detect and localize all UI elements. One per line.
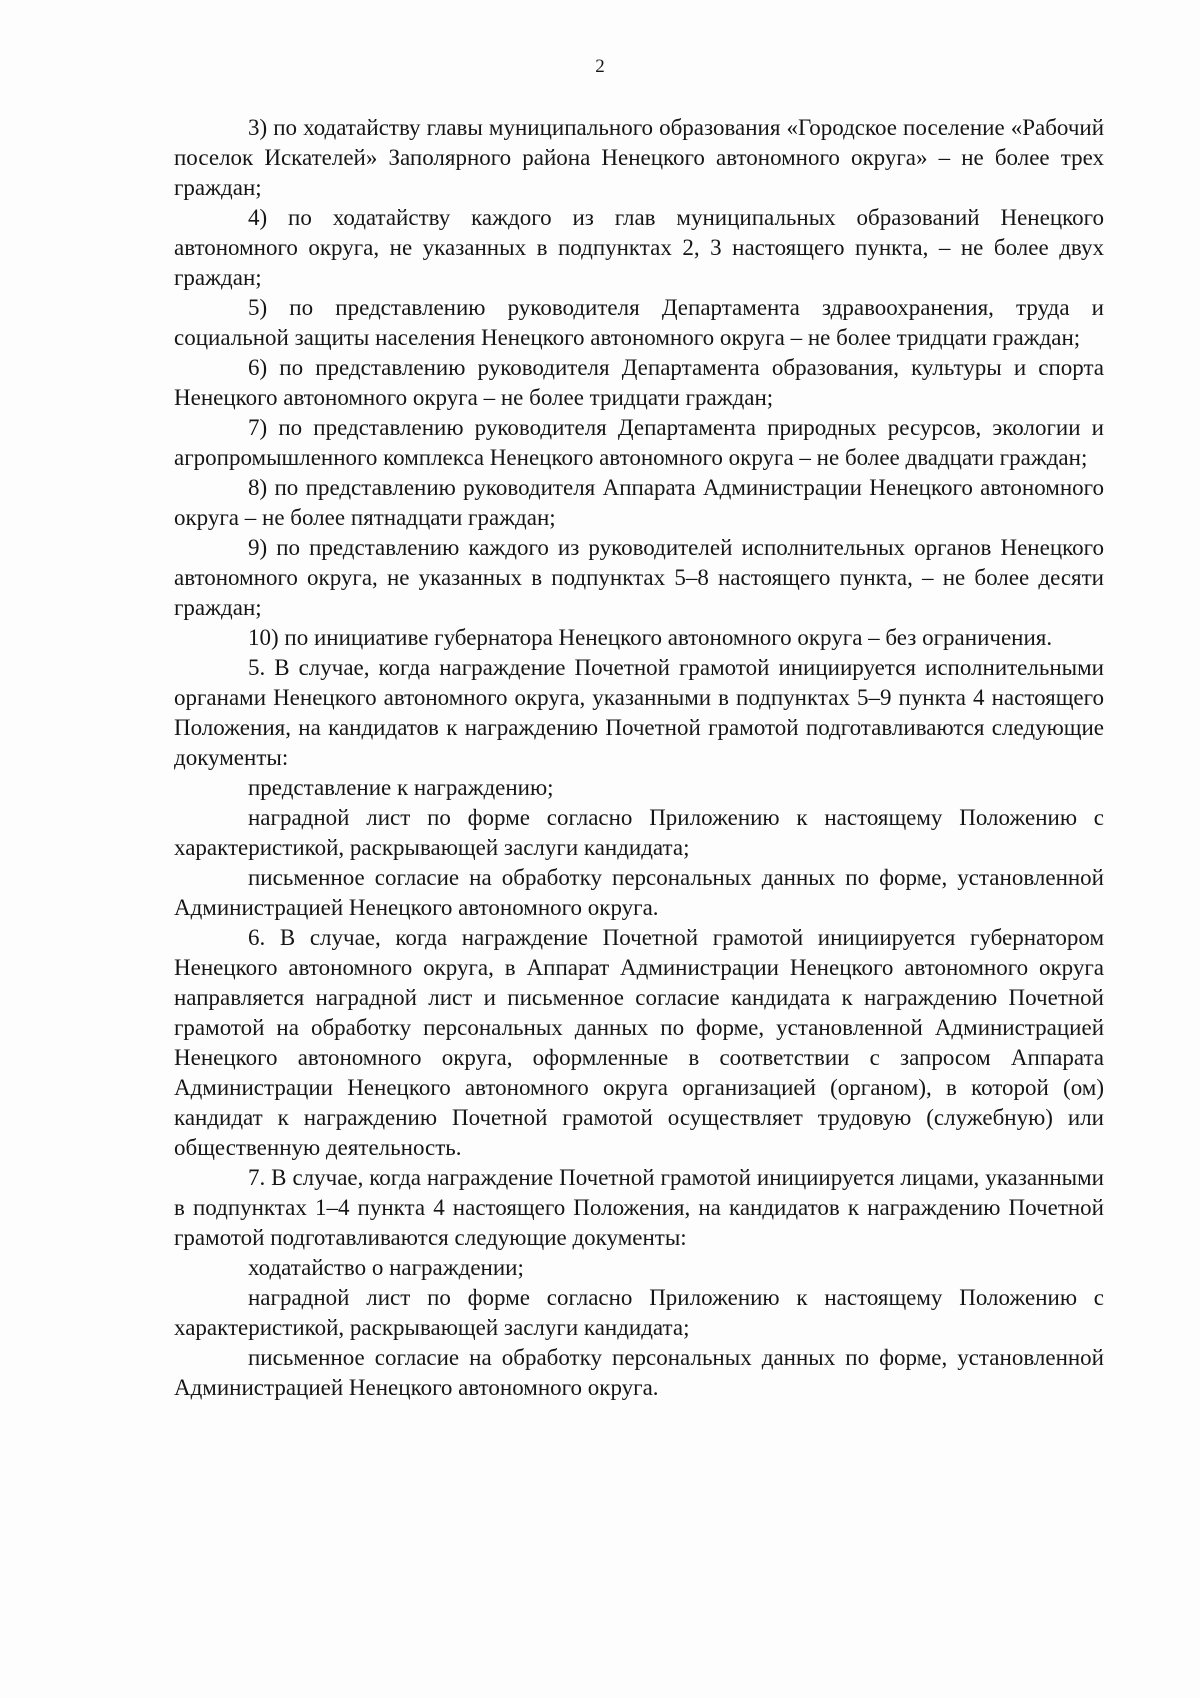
paragraph-subitem-4: 4) по ходатайству каждого из глав муниципальных образований Ненецкого автономного округа, не указанных в подпунктах 2, 3 настоящего пункта, – не более двух граждан;	[174, 205, 1104, 290]
paragraph-clause-6: 6. В случае, когда награждение Почетной грамотой инициируется губернатором Ненецкого автономного округа, в Аппарат Администрации Ненецкого автономного округа направляется наградной лист и письменное согласие кандидата к награждению Почетной грамотой на обработку персональных данных по форме, установленной Администрацией Ненецкого автономного округа, оформленные в соответствии с запросом Аппарата Администрации Ненецкого автономного округа организацией (органом), в которой (ом) кандидат к награждению Почетной грамотой осуществляет трудовую (служебную) или общественную деятельность.	[174, 925, 1104, 1160]
page-number: 2	[595, 56, 605, 77]
paragraph-subitem-8: 8) по представлению руководителя Аппарата Администрации Ненецкого автономного округа – не более пятнадцати граждан;	[174, 475, 1104, 530]
paragraph-subitem-7: 7) по представлению руководителя Департамента природных ресурсов, экологии и агропромышленного комплекса Ненецкого автономного округа – не более двадцати граждан;	[174, 415, 1104, 470]
paragraph-clause-5-doc-2: наградной лист по форме согласно Приложению к настоящему Положению с характеристикой, раскрывающей заслуги кандидата;	[174, 805, 1104, 860]
paragraph-subitem-10: 10) по инициативе губернатора Ненецкого автономного округа – без ограничения.	[248, 625, 1053, 650]
paragraph-clause-7-doc-2: наградной лист по форме согласно Приложению к настоящему Положению с характеристикой, раскрывающей заслуги кандидата;	[174, 1285, 1104, 1340]
paragraph-clause-5-doc-1: представление к награждению;	[248, 775, 554, 800]
document-body	[174, 113, 1104, 1403]
paragraph-subitem-5: 5) по представлению руководителя Департамента здравоохранения, труда и социальной защиты населения Ненецкого автономного округа – не более тридцати граждан;	[174, 295, 1104, 350]
paragraph-subitem-9: 9) по представлению каждого из руководителей исполнительных органов Ненецкого автономного округа, не указанных в подпунктах 5–8 настоящего пункта, – не более десяти граждан;	[174, 535, 1104, 620]
paragraph-clause-7-doc-1: ходатайство о награждении;	[248, 1255, 524, 1280]
paragraph-clause-7: 7. В случае, когда награждение Почетной грамотой инициируется лицами, указанными в подпунктах 1–4 пункта 4 настоящего Положения, на кандидатов к награждению Почетной грамотой подготавливаются следующие документы:	[174, 1165, 1104, 1250]
paragraph-clause-5: 5. В случае, когда награждение Почетной грамотой инициируется исполнительными органами Ненецкого автономного округа, указанными в подпунктах 5–9 пункта 4 настоящего Положения, на кандидатов к награждению Почетной грамотой подготавливаются следующие документы:	[174, 655, 1104, 770]
paragraph-clause-5-doc-3: письменное согласие на обработку персональных данных по форме, установленной Администрацией Ненецкого автономного округа.	[174, 865, 1104, 920]
paragraph-subitem-6: 6) по представлению руководителя Департамента образования, культуры и спорта Ненецкого автономного округа – не более тридцати граждан;	[174, 355, 1104, 410]
paragraph-subitem-3: 3) по ходатайству главы муниципального образования «Городское поселение «Рабочий поселок Искателей» Заполярного района Ненецкого автономного округа» – не более трех граждан;	[174, 115, 1104, 200]
paragraph-clause-7-doc-3: письменное согласие на обработку персональных данных по форме, установленной Администрацией Ненецкого автономного округа.	[174, 1345, 1104, 1400]
